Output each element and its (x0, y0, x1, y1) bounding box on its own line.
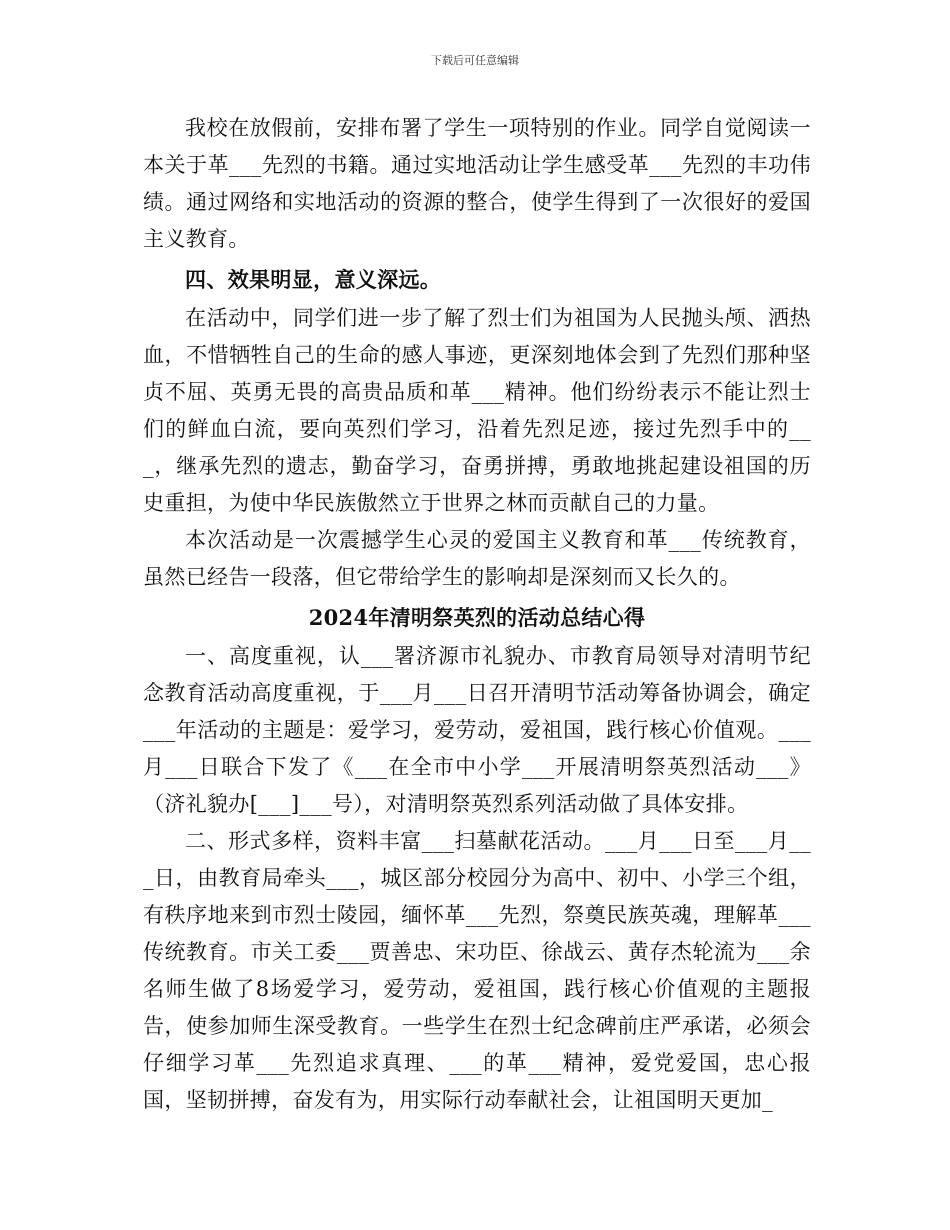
document-title: 2024年清明祭英烈的活动总结心得 (308, 605, 646, 630)
document-body (143, 110, 811, 1119)
paragraph-activity-impact: 在活动中，同学们进一步了解了烈士们为祖国为人民抛头颅、洒热血，不惜牺牲自己的生命的感人事迹，更深刻地体会到了先烈们那种坚贞不屈、英勇无畏的高贵品质和革___精神。他们纷纷表示不能让烈士们的鲜血白流，要向英烈们学习，沿着先烈足迹，接过先烈手中的___，继承先烈的遗志，勤奋学习，奋勇拼搏，勇敢地挑起建设祖国的历史重担，为使中华民族傲然立于世界之林而贡献自己的力量。 (143, 306, 811, 515)
paragraph-forms: 二、形式多样，资料丰富___扫墓献花活动。___月___日至___月___日，由教育局牵头___，城区部分校园分为高中、初中、小学三个组，有秩序地来到市烈士陵园，缅怀革___先烈，祭奠民族英魂，理解革___传统教育。市关工委___贾善忠、宋功臣、徐战云、黄存杰轮流为___余名师生做了8场爱学习，爱劳动，爱祖国，践行核心价值观的主题报告，使参加师生深受教育。一些学生在烈士纪念碑前庄严承诺，必须会仔细学习革___先烈追求真理、___的革___精神，爱党爱国，忠心报国，坚韧拼搏，奋发有为，用实际行动奉献社会，让祖国明天更加_ (143, 829, 811, 1112)
section-heading-effects: 四、效果明显，意义深远。 (185, 267, 442, 292)
paragraph-homework: 我校在放假前，安排布署了学生一项特别的作业。同学自觉阅读一本关于革___先烈的书籍。通过实地活动让学生感受革___先烈的丰功伟绩。通过网络和实地活动的资源的整合，使学生得到了一次很好的爱国主义教育。 (143, 116, 811, 251)
paragraph-conclusion: 本次活动是一次震撼学生心灵的爱国主义教育和革___传统教育，虽然已经告一段落，但它带给学生的影响却是深刻而又长久的。 (143, 528, 811, 589)
paragraph-importance: 一、高度重视，认___署济源市礼貌办、市教育局领导对清明节纪念教育活动高度重视，于___月___日召开清明节活动筹备协调会，确定___年活动的主题是：爱学习，爱劳动，爱祖国，践行核心价值观。___月___日联合下发了《___在全市中小学___开展清明祭英烈活动___》（济礼貌办[___]___号），对清明祭英烈系列活动做了具体安排。 (143, 644, 811, 816)
page-header-note: 下载后可任意编辑 (431, 54, 519, 67)
